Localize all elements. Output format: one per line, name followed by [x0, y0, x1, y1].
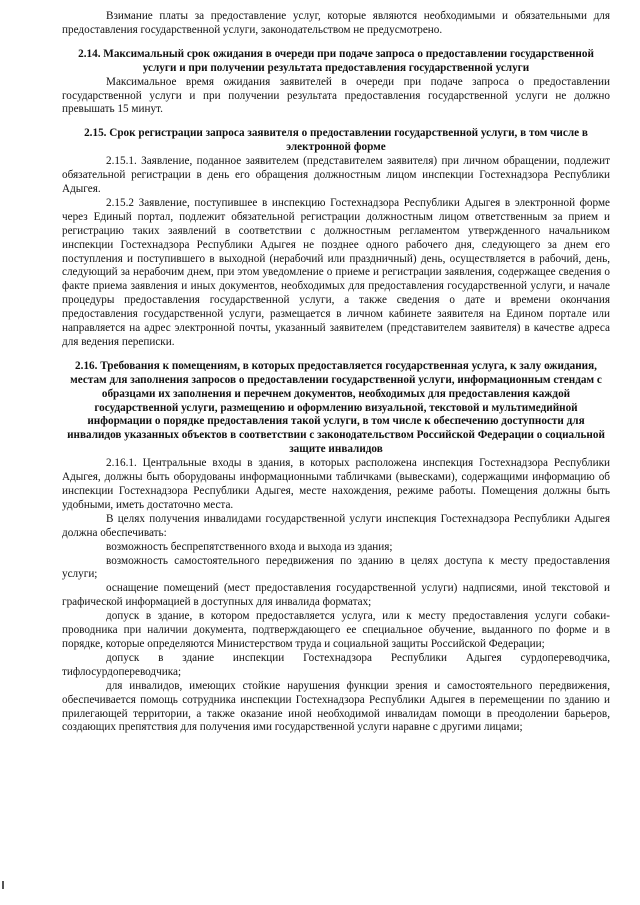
paragraph-2-16-1: 2.16.1. Центральные входы в здания, в которых расположена инспекция Гостехнадзора Республики Адыгея, должны быть оборудованы информационными табличками (вывесками), содержащими информацию об инспекции Гостехнадзора Республики Адыгея, месте нахождения, режиме работы. Помещения должны быть удобными, иметь достаточно места.	[62, 457, 610, 511]
heading-2-16: 2.16. Требования к помещениям, в которых предоставляется государственная услуга, к залу ожидания, местам для заполнения запросов о предоставлении государственной услуги, информационным стендам с образцами их заполнения и перечнем документов, необходимых для предоставления каждой государственной услуги, размещению и оформлению визуальной, текстовой и мультимедийной информации о порядке предоставления такой услуги, в том числе к обеспечению доступности для инвалидов указанных объектов в соответствии с законодательством Российской Федерации о социальной защите инвалидов	[67, 359, 605, 456]
paragraph-fee: Взимание платы за предоставление услуг, которые являются необходимыми и обязательными для предоставления государственной услуги, законодательством не предусмотрено.	[62, 10, 610, 36]
paragraph-2-15-1: 2.15.1. Заявление, поданное заявителем (представителем заявителя) при личном обращении, подлежит обязательной регистрации в день его обращения должностным лицом инспекции Гостехнадзора Республики Адыгея.	[62, 155, 610, 195]
paragraph-goals: В целях получения инвалидами государственной услуги инспекция Гостехнадзора Республики Адыгея должна обеспечивать:	[62, 512, 610, 539]
paragraph-2-14: Максимальное время ожидания заявителей в очереди при подаче запроса о предоставлении государственной услуги и при получении результата предоставления государственной услуги не должно превышать 15 минут.	[62, 75, 610, 116]
list-item: оснащение помещений (мест предоставления государственной услуги) надписями, иной текстовой и графической информацией в доступных для инвалида форматах;	[62, 582, 610, 609]
heading-2-14: 2.14. Максимальный срок ожидания в очереди при подаче запроса о предоставлении государственной услуги и при получении результата предоставления государственной услуги	[78, 47, 594, 74]
list-item: возможность самостоятельного передвижения по зданию в целях доступа к месту предоставления услуги;	[62, 554, 610, 581]
scan-edge-mark	[2, 881, 4, 889]
list-item: для инвалидов, имеющих стойкие нарушения функции зрения и самостоятельного передвижения, обеспечивается помощь сотрудника инспекции Гостехнадзора Республики Адыгея в перемещении по зданию и прилегающей территории, а также оказание иной необходимой инвалидам помощи в преодолении барьеров, создающих препятствия для получения ими государственной услуги наравне с другими лицами;	[62, 679, 610, 734]
list-item: допуск в здание, в котором предоставляется услуга, или к месту предоставления услуги собаки-проводника при наличии документа, подтверждающего ее специальное обучение, выданного по форме и в порядке, которые определяются Министерством труда и социальной защиты Российской Федерации;	[62, 610, 610, 650]
list-item: допуск в здание инспекции Гостехнадзора Республики Адыгея сурдопереводчика, тифлосурдопереводчика;	[62, 651, 610, 678]
heading-2-15: 2.15. Срок регистрации запроса заявителя о предоставлении государственной услуги, в том числе в электронной форме	[84, 127, 588, 154]
list-item: возможность беспрепятственного входа и выхода из здания;	[106, 540, 393, 553]
paragraph-2-15-2: 2.15.2 Заявление, поступившее в инспекцию Гостехнадзора Республики Адыгея в электронной форме через Единый портал, подлежит обязательной регистрации должностным лицом ответственным за прием и регистрацию таких заявлений в соответствии с должностным регламентом утвержденного начальником инспекции Гостехнадзора Республики Адыгея не позднее одного рабочего дня, следующего за днем его поступления и поступившего в выходной (нерабочий или праздничный) день, осуществляется в рабочий, день, следующий за нерабочим днем, при этом уведомление о приеме и регистрации заявления, содержащее сведения о факте приема заявления и иных документов, необходимых для предоставления государственной услуги, и начале процедуры предоставления государственной услуги, а также сведения о дате и времени окончания предоставления государственной услуги, размещается в личном кабинете заявителя на Едином портале или направляется на адрес электронной почты, указанный заявителем (представителем заявителя) в качестве адреса для ведения переписки.	[62, 196, 610, 348]
